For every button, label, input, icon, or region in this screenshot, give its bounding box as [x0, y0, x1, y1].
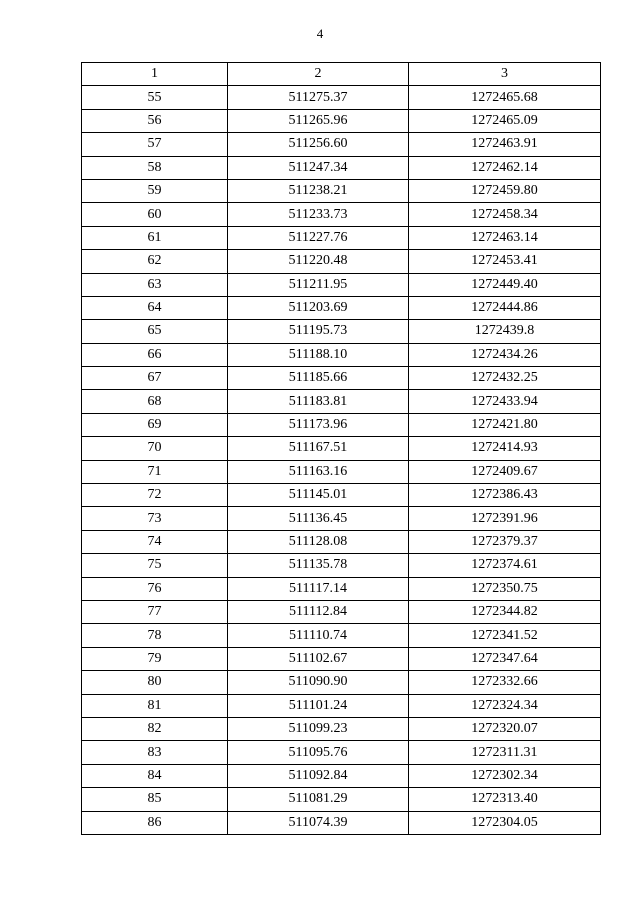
x-coordinate-cell: 511275.37	[228, 86, 409, 109]
y-coordinate-cell: 1272439.8	[409, 320, 601, 343]
table-row	[82, 273, 601, 296]
x-coordinate-cell: 511099.23	[228, 717, 409, 740]
y-coordinate-cell: 1272433.94	[409, 390, 601, 413]
point-number-cell: 78	[82, 624, 228, 647]
y-coordinate-cell: 1272449.40	[409, 273, 601, 296]
table-row	[82, 647, 601, 670]
x-coordinate-cell: 511135.78	[228, 554, 409, 577]
y-coordinate-cell: 1272391.96	[409, 507, 601, 530]
table-row	[82, 811, 601, 834]
table-row	[82, 764, 601, 787]
point-number-cell: 70	[82, 437, 228, 460]
point-number-cell: 60	[82, 203, 228, 226]
point-number-cell: 84	[82, 764, 228, 787]
point-number-cell: 67	[82, 367, 228, 390]
x-coordinate-cell: 511136.45	[228, 507, 409, 530]
y-coordinate-cell: 1272465.09	[409, 109, 601, 132]
point-number-cell: 71	[82, 460, 228, 483]
table-row	[82, 460, 601, 483]
point-number-cell: 63	[82, 273, 228, 296]
point-number-cell: 62	[82, 250, 228, 273]
y-coordinate-cell: 1272332.66	[409, 671, 601, 694]
table-row	[82, 109, 601, 132]
y-coordinate-cell: 1272432.25	[409, 367, 601, 390]
x-coordinate-cell: 511238.21	[228, 179, 409, 202]
x-coordinate-cell: 511128.08	[228, 530, 409, 553]
y-coordinate-cell: 1272379.37	[409, 530, 601, 553]
table-row	[82, 694, 601, 717]
table-row	[82, 788, 601, 811]
point-number-cell: 77	[82, 600, 228, 623]
point-number-cell: 86	[82, 811, 228, 834]
point-number-cell: 57	[82, 133, 228, 156]
x-coordinate-cell: 511081.29	[228, 788, 409, 811]
point-number-cell: 73	[82, 507, 228, 530]
table-row	[82, 296, 601, 319]
y-coordinate-cell: 1272434.26	[409, 343, 601, 366]
point-number-cell: 69	[82, 413, 228, 436]
x-coordinate-cell: 511256.60	[228, 133, 409, 156]
column-header-2: 2	[228, 63, 409, 86]
y-coordinate-cell: 1272465.68	[409, 86, 601, 109]
x-coordinate-cell: 511183.81	[228, 390, 409, 413]
table-row	[82, 203, 601, 226]
point-number-cell: 79	[82, 647, 228, 670]
table-row	[82, 741, 601, 764]
x-coordinate-cell: 511188.10	[228, 343, 409, 366]
x-coordinate-cell: 511265.96	[228, 109, 409, 132]
y-coordinate-cell: 1272313.40	[409, 788, 601, 811]
x-coordinate-cell: 511163.16	[228, 460, 409, 483]
point-number-cell: 81	[82, 694, 228, 717]
y-coordinate-cell: 1272374.61	[409, 554, 601, 577]
table-row	[82, 437, 601, 460]
table-row	[82, 156, 601, 179]
y-coordinate-cell: 1272341.52	[409, 624, 601, 647]
table-row	[82, 507, 601, 530]
table-row	[82, 179, 601, 202]
x-coordinate-cell: 511110.74	[228, 624, 409, 647]
y-coordinate-cell: 1272463.14	[409, 226, 601, 249]
y-coordinate-cell: 1272320.07	[409, 717, 601, 740]
point-number-cell: 59	[82, 179, 228, 202]
table-row	[82, 671, 601, 694]
y-coordinate-cell: 1272459.80	[409, 179, 601, 202]
x-coordinate-cell: 511195.73	[228, 320, 409, 343]
x-coordinate-cell: 511102.67	[228, 647, 409, 670]
table-row	[82, 554, 601, 577]
table-row	[82, 600, 601, 623]
table-row	[82, 577, 601, 600]
point-number-cell: 82	[82, 717, 228, 740]
y-coordinate-cell: 1272458.34	[409, 203, 601, 226]
x-coordinate-cell: 511233.73	[228, 203, 409, 226]
table-row	[82, 530, 601, 553]
x-coordinate-cell: 511167.51	[228, 437, 409, 460]
table-row	[82, 390, 601, 413]
y-coordinate-cell: 1272344.82	[409, 600, 601, 623]
x-coordinate-cell: 511247.34	[228, 156, 409, 179]
x-coordinate-cell: 511092.84	[228, 764, 409, 787]
point-number-cell: 83	[82, 741, 228, 764]
table-row	[82, 413, 601, 436]
x-coordinate-cell: 511173.96	[228, 413, 409, 436]
y-coordinate-cell: 1272311.31	[409, 741, 601, 764]
table-header-row	[82, 63, 601, 86]
table-row	[82, 717, 601, 740]
table-row	[82, 484, 601, 507]
y-coordinate-cell: 1272462.14	[409, 156, 601, 179]
point-number-cell: 55	[82, 86, 228, 109]
point-number-cell: 61	[82, 226, 228, 249]
y-coordinate-cell: 1272386.43	[409, 484, 601, 507]
table-row	[82, 320, 601, 343]
point-number-cell: 85	[82, 788, 228, 811]
table-row	[82, 226, 601, 249]
x-coordinate-cell: 511090.90	[228, 671, 409, 694]
column-header-3: 3	[409, 63, 601, 86]
point-number-cell: 58	[82, 156, 228, 179]
table-body	[82, 86, 601, 835]
point-number-cell: 80	[82, 671, 228, 694]
y-coordinate-cell: 1272302.34	[409, 764, 601, 787]
x-coordinate-cell: 511211.95	[228, 273, 409, 296]
column-header-1: 1	[82, 63, 228, 86]
y-coordinate-cell: 1272414.93	[409, 437, 601, 460]
point-number-cell: 76	[82, 577, 228, 600]
point-number-cell: 75	[82, 554, 228, 577]
point-number-cell: 66	[82, 343, 228, 366]
table-row	[82, 343, 601, 366]
y-coordinate-cell: 1272304.05	[409, 811, 601, 834]
y-coordinate-cell: 1272350.75	[409, 577, 601, 600]
y-coordinate-cell: 1272347.64	[409, 647, 601, 670]
table-row	[82, 250, 601, 273]
point-number-cell: 72	[82, 484, 228, 507]
y-coordinate-cell: 1272453.41	[409, 250, 601, 273]
table-row	[82, 133, 601, 156]
point-number-cell: 64	[82, 296, 228, 319]
y-coordinate-cell: 1272444.86	[409, 296, 601, 319]
point-number-cell: 68	[82, 390, 228, 413]
x-coordinate-cell: 511117.14	[228, 577, 409, 600]
x-coordinate-cell: 511203.69	[228, 296, 409, 319]
y-coordinate-cell: 1272463.91	[409, 133, 601, 156]
x-coordinate-cell: 511145.01	[228, 484, 409, 507]
point-number-cell: 74	[82, 530, 228, 553]
point-number-cell: 65	[82, 320, 228, 343]
y-coordinate-cell: 1272421.80	[409, 413, 601, 436]
x-coordinate-cell: 511185.66	[228, 367, 409, 390]
x-coordinate-cell: 511227.76	[228, 226, 409, 249]
coordinates-table	[81, 62, 601, 835]
x-coordinate-cell: 511101.24	[228, 694, 409, 717]
table-row	[82, 86, 601, 109]
x-coordinate-cell: 511074.39	[228, 811, 409, 834]
y-coordinate-cell: 1272324.34	[409, 694, 601, 717]
table-row	[82, 367, 601, 390]
table-row	[82, 624, 601, 647]
x-coordinate-cell: 511112.84	[228, 600, 409, 623]
y-coordinate-cell: 1272409.67	[409, 460, 601, 483]
point-number-cell: 56	[82, 109, 228, 132]
x-coordinate-cell: 511220.48	[228, 250, 409, 273]
page-number: 4	[316, 26, 324, 41]
x-coordinate-cell: 511095.76	[228, 741, 409, 764]
